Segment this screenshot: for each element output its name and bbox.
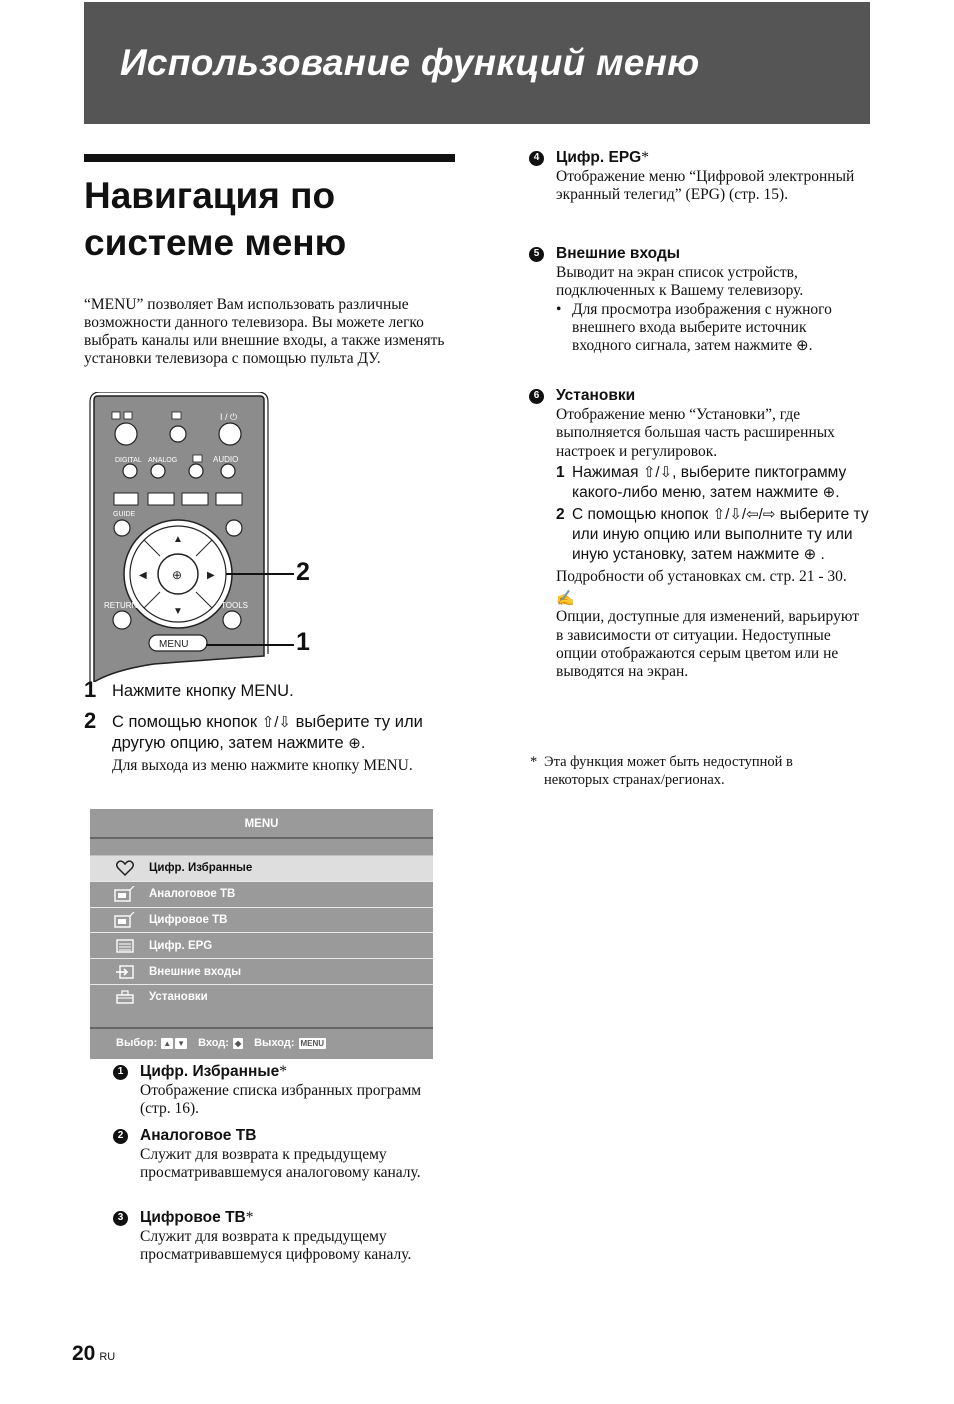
menu-footer: Выбор: ▲ ▼ Вход: ◆ Выход: MENU bbox=[116, 1037, 325, 1049]
settings-details: Подробности об установках см. стр. 21 - 30. bbox=[556, 567, 847, 585]
definition-external-inputs: 5 Внешние входы Выводит на экран список устройств, подключенных к Вашему телевизору. • Для просмотра изображения с нужного внешнего входа выберите источник входного сигнала, затем нажмите ⊕. bbox=[529, 244, 869, 355]
up-arrow-key-icon: ▲ bbox=[163, 1038, 172, 1048]
footnote: * Эта функция может быть недоступной в некоторых странах/регионах. bbox=[530, 754, 793, 788]
enter-icon: ⊕ bbox=[348, 735, 361, 752]
down-arrow-key-icon: ▼ bbox=[177, 1038, 186, 1048]
svg-text:I / ⏻: I / ⏻ bbox=[220, 412, 238, 422]
up-down-arrows-icon: ⇧/⇩ bbox=[642, 463, 673, 481]
enter-key-icon: ◆ bbox=[234, 1038, 242, 1048]
number-badge: 1 bbox=[113, 1065, 128, 1080]
remote-label-return: RETURN bbox=[104, 601, 138, 610]
callout-1: 1 bbox=[296, 628, 310, 656]
chapter-title: Использование функций меню bbox=[120, 42, 700, 83]
step-2: 2 С помощью кнопок ⇧/⇩ выберите ту или другую опцию, затем нажмите ⊕. Для выхода из меню нажмите кнопку MENU. bbox=[84, 712, 456, 775]
epg-icon bbox=[112, 937, 138, 955]
svg-text:⊕: ⊕ bbox=[172, 568, 183, 582]
step-2-note: Для выхода из меню нажмите кнопку MENU. bbox=[112, 757, 413, 774]
heart-icon bbox=[112, 859, 138, 877]
left-column bbox=[84, 154, 456, 368]
menu-item-favorites[interactable]: Цифр. Избранные bbox=[90, 855, 433, 881]
svg-text:▼: ▼ bbox=[173, 606, 183, 617]
svg-text:▲: ▲ bbox=[173, 534, 183, 545]
number-badge: 5 bbox=[529, 247, 544, 262]
definition-analog-tv: 2 Аналоговое ТВ Служит для возврата к предыдущему просматривавшемуся аналоговому каналу. bbox=[113, 1126, 453, 1183]
remote-label-tools: TOOLS bbox=[221, 601, 248, 610]
up-down-arrows-icon: ⇧/⇩ bbox=[261, 714, 291, 731]
remote-label-analog: ANALOG bbox=[148, 457, 178, 464]
callout-2: 2 bbox=[296, 558, 310, 586]
remote-label-audio: AUDIO bbox=[213, 455, 239, 464]
menu-list bbox=[90, 855, 433, 1010]
intro-paragraph: “MENU” позволяет Вам использовать различные возможности данного телевизора. Вы можете легко выбрать каналы или внешние входы, а также изменять установки телевизора с помощью пульта ДУ. bbox=[84, 296, 445, 367]
menu-item-digital-tv[interactable]: Цифровое ТВ bbox=[90, 907, 433, 933]
number-badge: 4 bbox=[529, 151, 544, 166]
number-badge: 2 bbox=[113, 1129, 128, 1144]
menu-item-analog-tv[interactable]: Аналоговое ТВ bbox=[90, 881, 433, 907]
remote-control-illustration bbox=[84, 392, 324, 682]
definition-digital-tv: 3 Цифровое ТВ * Служит для возврата к предыдущему просматривавшемуся цифровому каналу. bbox=[113, 1208, 453, 1265]
definition-favorites: 1 Цифр. Избранные * Отображение списка избранных программ (стр. 16). bbox=[113, 1062, 453, 1119]
enter-icon: ⊕ bbox=[795, 338, 809, 355]
four-arrows-icon: ⇧/⇩/⇦/⇨ bbox=[712, 505, 776, 523]
callout-line-2 bbox=[226, 573, 294, 575]
section-title: Навигация по системе меню bbox=[84, 175, 347, 263]
svg-text:◀: ◀ bbox=[139, 570, 147, 581]
step-1: 1 Нажмите кнопку MENU. bbox=[84, 677, 294, 702]
enter-icon: ⊕ bbox=[822, 483, 836, 501]
digital-tv-icon bbox=[112, 911, 138, 929]
menu-item-settings[interactable]: Установки bbox=[90, 984, 433, 1010]
input-icon bbox=[112, 963, 138, 981]
menu-header: MENU bbox=[90, 809, 433, 839]
number-badge: 6 bbox=[529, 389, 544, 404]
settings-substep-2: 2 С помощью кнопок ⇧/⇩/⇦/⇨ выберите ту или иную опцию или выполните ту или иную установку, затем нажмите ⊕ . bbox=[556, 505, 869, 563]
enter-icon: ⊕ bbox=[803, 545, 817, 563]
svg-text:▶: ▶ bbox=[207, 570, 215, 581]
menu-item-external-inputs[interactable]: Внешние входы bbox=[90, 958, 433, 984]
callout-line-1 bbox=[206, 644, 294, 646]
remote-label-guide: GUIDE bbox=[113, 511, 136, 518]
section-rule bbox=[84, 154, 455, 162]
menu-screen bbox=[90, 809, 433, 1059]
settings-note: Опции, доступные для изменений, варьируют в зависимости от ситуации. Недоступные опции отображаются серым цветом или не выводятся на экран. bbox=[556, 608, 859, 681]
definition-epg: 4 Цифр. EPG * Отображение меню “Цифровой электронный экранный телегид” (EPG) (стр. 15). bbox=[529, 148, 869, 205]
chapter-banner bbox=[84, 2, 870, 124]
page-number: 20 RU bbox=[72, 1342, 116, 1365]
definition-settings: 6 Установки Отображение меню “Установки”, где выполняется большая часть расширенных настроек и регулировок. 1 Нажимая ⇧/⇩, выберите пиктограмму какого-либо меню, затем нажмите ⊕. 2 С помощью кнопок ⇧/⇩/⇦/⇨ выберите ту или иную опцию или выполните ту или иную установку, затем нажмите ⊕ . Подробности об установках см. стр. 21 - 30. ✍ Опции, доступные для изменений, варьируют в зависимости от ситуации. Недоступные опции отображаются серым цветом или не выводятся на экран. bbox=[529, 386, 869, 682]
note-pencil-icon: ✍ bbox=[556, 591, 575, 608]
menu-key-icon: MENU bbox=[300, 1038, 325, 1048]
menu-divider bbox=[90, 1027, 433, 1029]
analog-tv-icon bbox=[112, 885, 138, 903]
number-badge: 3 bbox=[113, 1211, 128, 1226]
remote-label-digital: DIGITAL bbox=[115, 457, 142, 464]
bullet-item: • Для просмотра изображения с нужного внешнего входа выберите источник входного сигнала, затем нажмите ⊕. bbox=[556, 300, 832, 355]
menu-item-epg[interactable]: Цифр. EPG bbox=[90, 932, 433, 958]
remote-label-menu: MENU bbox=[159, 639, 189, 650]
settings-substep-1: 1 Нажимая ⇧/⇩, выберите пиктограмму какого-либо меню, затем нажмите ⊕. bbox=[556, 463, 847, 501]
toolbox-icon bbox=[112, 988, 138, 1006]
